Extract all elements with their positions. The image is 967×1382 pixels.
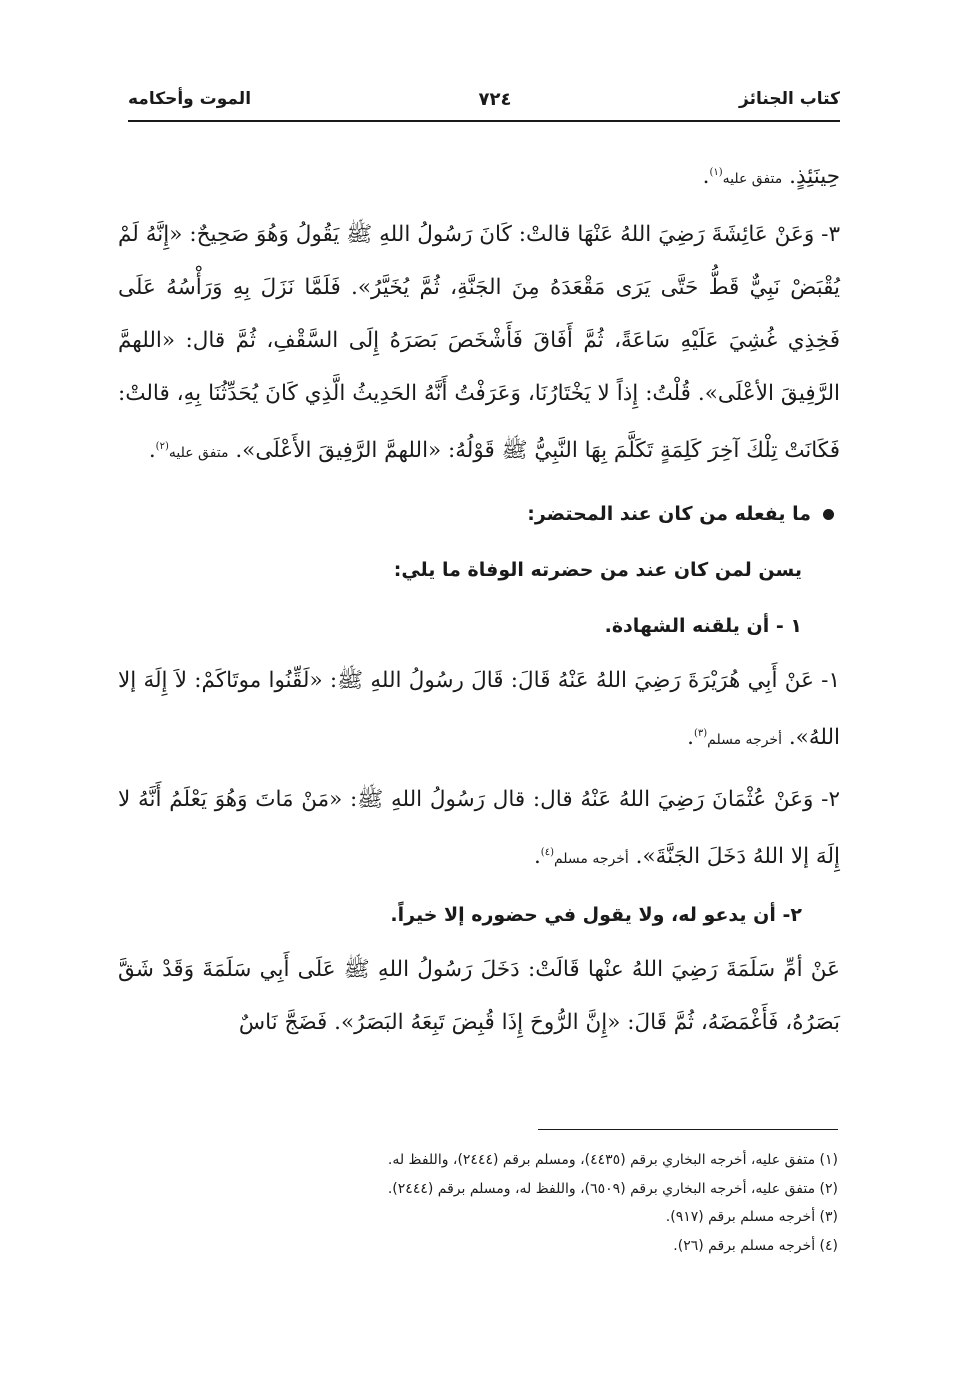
page-body xyxy=(118,146,840,1049)
hadith-abu-hurairah xyxy=(118,654,840,767)
item-title-1: ١ - أن يلقنه الشهادة. xyxy=(604,615,802,638)
footnote-marker: (١) xyxy=(709,167,723,178)
footnote-1: (١) متفق عليه، أخرجه البخاري برقم (٤٤٣٥)، ومسلم برقم (٢٤٤٤)، واللفظ له. xyxy=(387,1152,838,1168)
hadith-text: ٣- وَعَنْ عَائِشَةَ رَضِيَ اللهُ عَنْهَا قالتْ: كَانَ رَسُولُ اللهِ ﷺ يَقُولُ وَهُوَ صَحِيحٌ: «إِنَّهُ لَمْ يُقْبَضْ نَبِيٌّ قَطُّ حَتَّى يَرَى مَقْعَدَهُ مِنَ الجَنَّةِ، ثُمَّ يُخَيَّرُ». فَلَمَّا نَزَلَ بِهِ وَرَأْسُهُ عَلَى فَخِذِي غُشِيَ عَلَيْهِ سَاعَةً، ثُمَّ أَفَاقَ فَأَشْخَصَ بَصَرَهُ إِلَى السَّقْفِ، ثُمَّ قال: «اللهمَّ الرَّفِيقَ الأعْلَى». قُلْتُ: إِذاً لا يَخْتَارُنَا، وَعَرَفْتُ أَنَّهُ الحَدِيثُ الَّذِي كَانَ يُحَدِّثُنَا بِهِ، قالتْ: فَكَانَتْ تِلْكَ آخِرَ كَلِمَةٍ تَكَلَّمَ بِهَا النَّبِيُّ ﷺ قَوْلُهُ: «اللهمَّ الرَّفِيقَ الأَعْلَى». xyxy=(118,222,840,464)
hadith-text: ٢- وَعَنْ عُثْمَانَ رَضِيَ اللهُ عَنْهُ قال: قال رَسُولُ اللهِ ﷺ: «مَنْ مَاتَ وَهُوَ يَعْلَمُ أَنَّهُ لا إِلَهَ إلا اللهُ دَخَلَ الجَنَّةَ». xyxy=(118,787,840,870)
source-reference: متفق عليه xyxy=(722,171,783,188)
footnote-marker: (٢) xyxy=(155,441,169,453)
footnote-2: (٢) متفق عليه، أخرجه البخاري برقم (٦٥٠٩)، واللفظ له، ومسلم برقم (٢٤٤٤). xyxy=(387,1180,838,1197)
section-heading xyxy=(118,486,840,542)
footnote-marker: (٣) xyxy=(693,728,708,740)
item-title-2: ٢- أن يدعو له، ولا يقول في حضوره إلا خيراً. xyxy=(390,903,802,926)
hadith-umm-salamah: عَنْ أمِّ سَلَمَةَ رَضِيَ اللهُ عنْها قَالَتْ: دَخَلَ رَسُولُ اللهِ ﷺ عَلَى أَبِي سَلَمَةَ وَقَدْ شَقَّ بَصَرُهُ، فَأَغْمَضَهُ، ثُمَّ قَالَ: «إِنَّ الرُّوحَ إِذَا قُبِضَ تَبِعَهُ البَصَرُ». فَضَجَّ نَاسٌ xyxy=(118,956,840,1035)
continuation-text: حِينَئِذٍ. xyxy=(789,164,840,190)
section-intro: يسن لمن كان عند من حضرته الوفاة ما يلي: xyxy=(393,559,802,582)
footnote-rule xyxy=(538,1129,838,1130)
footnote-marker: (٤) xyxy=(540,847,554,859)
continuation-paragraph xyxy=(118,146,840,206)
punctuation: . xyxy=(533,844,541,870)
hadith-aisha-paragraph xyxy=(118,208,840,480)
hadith-uthman xyxy=(118,773,840,886)
header-chapter-title: الموت وأحكامه xyxy=(128,89,252,109)
footnote-3: (٣) أخرجه مسلم برقم (٩١٧). xyxy=(665,1209,838,1225)
footnotes xyxy=(128,1146,838,1260)
source-reference: أخرجه مسلم xyxy=(707,732,782,749)
bullet-icon xyxy=(823,509,834,520)
header-rule xyxy=(128,120,840,122)
page-number: ٧٢٤ xyxy=(478,88,512,110)
source-reference: متفق عليه xyxy=(168,445,229,462)
punctuation: . xyxy=(148,438,156,464)
footnote-4: (٤) أخرجه مسلم برقم (٢٦). xyxy=(673,1237,838,1254)
running-header xyxy=(128,84,840,114)
header-book-title: كتاب الجنائز xyxy=(739,89,840,109)
source-reference: أخرجه مسلم xyxy=(553,851,629,868)
section-heading-text: ما يفعله من كان عند المحتضر: xyxy=(527,503,811,526)
punctuation: . xyxy=(687,725,694,751)
punctuation: . xyxy=(702,164,710,190)
hadith-text: ١- عَنْ أَبِي هُرَيْرَةَ رَضِيَ اللهُ عَنْهُ قَالَ: قَالَ رسُولُ اللهِ ﷺ: «لَقِّنُوا موتَاكَمْ: لاَ إِلَهَ إلا اللهُ». xyxy=(118,668,840,751)
